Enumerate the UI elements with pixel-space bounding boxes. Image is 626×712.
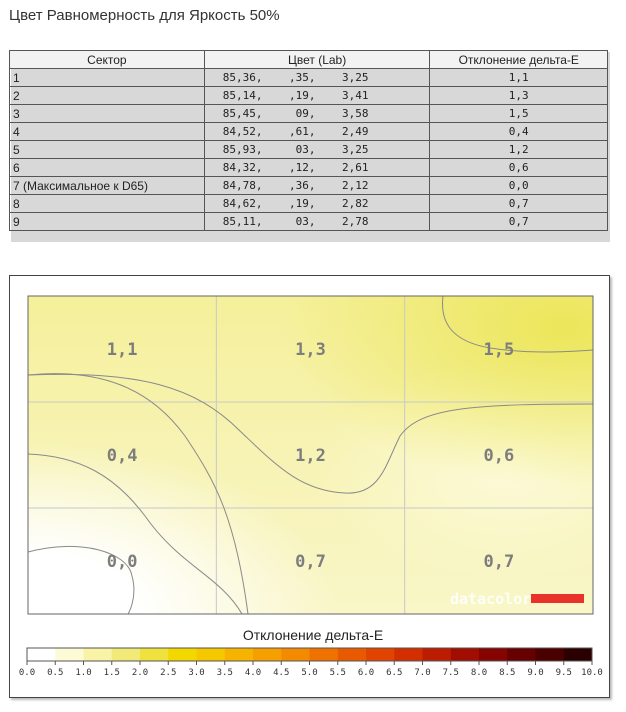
- scale-segment: [140, 648, 169, 661]
- datacolor-watermark: datacolor: [450, 590, 532, 608]
- cell-sector: 7 (Максимальное к D65): [10, 177, 205, 195]
- scale-tick-label: 5.5: [329, 668, 346, 678]
- table-row: [10, 213, 608, 231]
- header-delta-e: Отклонение дельта-E: [430, 51, 608, 69]
- scale-segment: [507, 648, 536, 661]
- page-title: Цвет Равномерность для Яркость 50%: [9, 7, 280, 24]
- scale-tick-label: 2.5: [160, 668, 177, 678]
- cell-lab: 84,32, ,12, 2,61: [204, 159, 430, 177]
- table-row: [10, 87, 608, 105]
- watermark-bar: [531, 594, 584, 603]
- scale-segment: [27, 648, 56, 661]
- scale-segment: [451, 648, 480, 661]
- cell-value-label: 1,3: [295, 340, 326, 360]
- cell-sector: 1: [10, 69, 205, 87]
- scale-segment: [564, 648, 593, 661]
- cell-lab: 85,45, 09, 3,58: [204, 105, 430, 123]
- cell-sector: 9: [10, 213, 205, 231]
- scale-tick-label: 9.5: [555, 668, 572, 678]
- scale-tick-label: 6.0: [357, 668, 375, 678]
- scale-tick-label: 9.0: [527, 668, 544, 678]
- scale-tick-label: 3.5: [216, 668, 233, 678]
- scale-segment: [168, 648, 197, 661]
- cell-value-label: 0,6: [483, 446, 515, 466]
- cell-delta-e: 0,0: [430, 177, 608, 195]
- scale-tick-label: 2.0: [131, 668, 149, 678]
- scale-tick-label: 1.0: [75, 668, 92, 678]
- scale-segment: [366, 648, 395, 661]
- scale-segment: [253, 648, 282, 661]
- table-body: [10, 69, 608, 231]
- header-lab: Цвет (Lab): [204, 51, 430, 69]
- cell-delta-e: 1,5: [430, 105, 608, 123]
- cell-value-label: 1,5: [483, 340, 515, 360]
- cell-delta-e: 1,2: [430, 141, 608, 159]
- cell-sector: 8: [10, 195, 205, 213]
- scale-segment: [423, 648, 452, 661]
- scale-segment: [225, 648, 254, 661]
- cell-delta-e: 0,7: [430, 213, 608, 231]
- cell-lab: 84,78, ,36, 2,12: [204, 177, 430, 195]
- color-scale: [0, 645, 626, 685]
- cell-value-label: 1,2: [295, 446, 326, 466]
- cell-lab: 85,36, ,35, 3,25: [204, 69, 430, 87]
- scale-tick-label: 4.5: [273, 668, 290, 678]
- cell-value-label: 0,7: [483, 552, 515, 572]
- cell-delta-e: 0,4: [430, 123, 608, 141]
- scale-segment: [310, 648, 339, 661]
- cell-sector: 2: [10, 87, 205, 105]
- scale-tick-label: 8.0: [470, 668, 488, 678]
- scale-tick-label: 10.0: [581, 668, 603, 678]
- cell-delta-e: 1,1: [430, 69, 608, 87]
- cell-value-label: 0,0: [106, 552, 138, 572]
- scale-segment: [281, 648, 310, 661]
- cell-lab: 84,52, ,61, 2,49: [204, 123, 430, 141]
- table-row: [10, 123, 608, 141]
- table-row: [10, 141, 608, 159]
- scale-segment: [197, 648, 226, 661]
- uniformity-table: [9, 50, 608, 231]
- scale-segment: [84, 648, 113, 661]
- scale-segment: [112, 648, 141, 661]
- cell-sector: 5: [10, 141, 205, 159]
- table-row: [10, 195, 608, 213]
- scale-segment: [536, 648, 565, 661]
- scale-tick-label: 1.5: [103, 668, 120, 678]
- cell-lab: 84,62, ,19, 2,82: [204, 195, 430, 213]
- cell-delta-e: 0,7: [430, 195, 608, 213]
- scale-tick-label: 0.0: [18, 668, 36, 678]
- cell-delta-e: 0,6: [430, 159, 608, 177]
- scale-tick-label: 7.5: [442, 668, 459, 678]
- cell-value-label: 0,7: [295, 552, 326, 572]
- table-row: [10, 69, 608, 87]
- cell-lab: 85,14, ,19, 3,41: [204, 87, 430, 105]
- scale-tick-label: 7.0: [414, 668, 431, 678]
- cell-sector: 3: [10, 105, 205, 123]
- table-header-row: [10, 51, 608, 69]
- header-sector: Сектор: [10, 51, 205, 69]
- scale-segment: [55, 648, 84, 661]
- scale-tick-label: 5.0: [301, 668, 318, 678]
- scale-tick-label: 4.0: [244, 668, 262, 678]
- scale-tick-label: 8.5: [499, 668, 516, 678]
- scale-segment: [338, 648, 367, 661]
- scale-segment: [394, 648, 423, 661]
- cell-lab: 85,11, 03, 2,78: [204, 213, 430, 231]
- scale-tick-label: 0.5: [47, 668, 64, 678]
- plot-area: [28, 296, 593, 614]
- scale-tick-label: 6.5: [386, 668, 403, 678]
- cell-value-label: 1,1: [106, 340, 138, 360]
- table-row: [10, 105, 608, 123]
- table-row: [10, 177, 608, 195]
- scale-tick-label: 3.0: [188, 668, 205, 678]
- table-row: [10, 159, 608, 177]
- cell-delta-e: 1,3: [430, 87, 608, 105]
- scale-segment: [479, 648, 508, 661]
- cell-value-label: 0,4: [106, 446, 138, 466]
- legend-title: Отклонение дельта-E: [242, 627, 384, 643]
- cell-sector: 4: [10, 123, 205, 141]
- cell-sector: 6: [10, 159, 205, 177]
- cell-lab: 85,93, 03, 3,25: [204, 141, 430, 159]
